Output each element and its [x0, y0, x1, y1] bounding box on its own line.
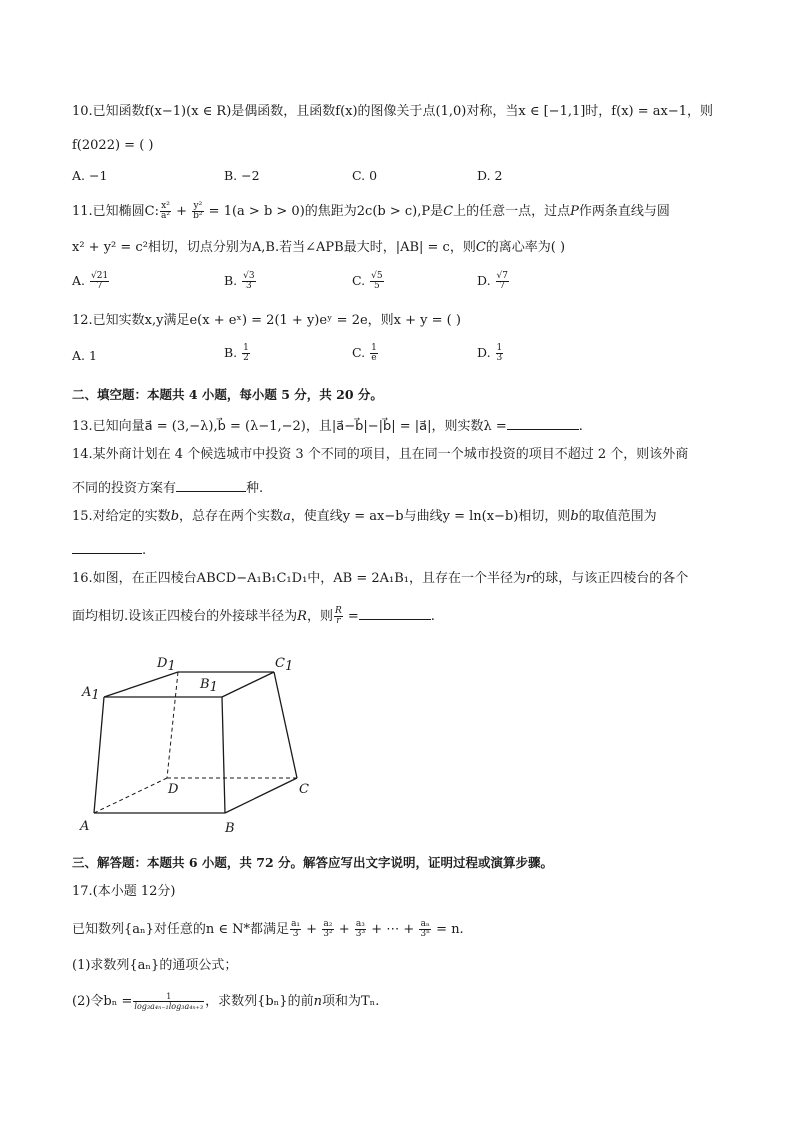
q14-line1: 14.某外商计划在 4 个候选城市中投资 3 个不同的项目，且在同一个城市投资的项目不超过 2 个，则该外商: [72, 447, 689, 462]
edge-b-b1: [222, 697, 225, 813]
section-fill-in-heading: 二、填空题：本题共 4 小题，每小题 5 分，共 20 分。: [72, 387, 383, 402]
q11-option-d: D. $\frac{√7}{7}$: [477, 271, 508, 291]
label-a: A: [80, 819, 90, 834]
q12-line1: 12.已知实数x,y满足e(x + eˣ) = 2(1 + y)eʸ = 2e，则x + y = ( ): [72, 313, 461, 328]
q10-line2: f(2022) = ( ): [72, 138, 154, 153]
label-d: D: [168, 782, 179, 797]
edge-a-a1: [94, 697, 104, 813]
label-a1: A1: [82, 685, 100, 703]
q11-option-b: B. $\frac{√3}{3}$: [224, 271, 255, 291]
q12-option-b: B. $\frac{1}{2}$: [224, 343, 249, 363]
q10-option-c: C. 0: [352, 168, 378, 183]
q11-line2: x² + y² = c²相切，切点分别为A,B.若当∠APB最大时，|AB| = c，则C的离心率为( ): [72, 240, 566, 255]
q10-line1: 10.已知函数f(x−1)(x ∈ R)是偶函数，且函数f(x)的图像关于点(1,0)对称，当x ∈ [−1,1]时，f(x) = ax−1，则: [72, 104, 713, 119]
label-c: C: [299, 782, 309, 797]
edge-b-c: [225, 778, 297, 813]
q11-fraction-y: $\frac{\text{y²}}{\text{b²}}$: [193, 201, 203, 221]
q17-stem: 已知数列{aₙ}对任意的n ∈ N*都满足 $\frac{\text{a₁}}{3}$ + $\frac{\text{a₂}}{\text{3²}}$ + $\frac{\text{a₃}}{\text{3³}}$ + ⋯ + $\frac{\text{aₙ}}{\text{3ⁿ}}$ = n.: [72, 919, 464, 939]
q11-option-a: A. $\frac{√21}{7}$: [72, 271, 109, 291]
q16-line2: 面均相切.设该正四棱台的外接球半径为R，则 $\frac{R}{r}$ = .: [72, 606, 435, 626]
q13-answer-blank[interactable]: [507, 416, 579, 430]
label-b1: B1: [200, 677, 218, 695]
q12-option-c: C. $\frac{1}{e}$: [352, 343, 377, 363]
q14-line2: 不同的投资方案有 种.: [72, 478, 263, 497]
frustum-figure: [72, 645, 332, 840]
label-b: B: [225, 821, 235, 836]
q10-option-d: D. 2: [477, 168, 503, 183]
label-d1: D1: [157, 656, 176, 674]
edge-d-d1-hidden: [167, 672, 178, 778]
q11-line1: 11.已知椭圆C: $\frac{\text{x²}}{\text{a²}}$ + $\frac{\text{y²}}{\text{b²}}$ = 1(a > b > 0)的焦距为2c(b > c),P是C上的任意一点，过点P作两条直线与圆: [72, 201, 670, 221]
q15-answer-blank[interactable]: [72, 540, 142, 554]
q11-fraction-x: $\frac{\text{x²}}{\text{a²}}$: [161, 201, 170, 221]
q14-answer-blank[interactable]: [176, 478, 246, 492]
q15-line1: 15.对给定的实数b，总存在两个实数a，使直线y = ax−b与曲线y = ln(x−b)相切，则b的取值范围为: [72, 509, 657, 524]
q17-part2: (2)令bₙ = $\frac{1}{\text{log₃a₄ₙ₋₁log₃a₄ₙ₊₃}}$ ，求数列{bₙ}的前n项和为Tₙ.: [72, 992, 380, 1011]
edge-a1-d1: [104, 672, 178, 697]
q12-option-d: D. $\frac{1}{3}$: [477, 343, 503, 363]
q11-option-c: C. $\frac{√5}{5}$: [352, 271, 383, 291]
edge-c-c1: [274, 672, 297, 778]
q16-ratio-fraction: $\frac{R}{r}$: [334, 606, 342, 626]
q17-part1: (1)求数列{aₙ}的通项公式；: [72, 958, 238, 973]
edge-a-d-hidden: [94, 778, 167, 813]
edge-b1-c1: [222, 672, 274, 697]
q17-bn-fraction: $\frac{1}{\text{log₃a₄ₙ₋₁log₃a₄ₙ₊₃}}$: [134, 992, 204, 1011]
q12-option-a: A. 1: [72, 348, 97, 363]
label-c1: C1: [275, 656, 294, 674]
q17-header: 17.(本小题 12分): [72, 884, 176, 899]
q16-answer-blank[interactable]: [359, 606, 431, 620]
q10-option-a: A. −1: [72, 168, 108, 183]
q10-option-b: B. −2: [224, 168, 260, 183]
section-answer-heading: 三、解答题：本题共 6 小题，共 72 分。解答应写出文字说明，证明过程或演算步骤。: [72, 855, 554, 870]
q16-line1: 16.如图，在正四棱台ABCD−A₁B₁C₁D₁中，AB = 2A₁B₁，且存在一个半径为r的球，与该正四棱台的各个: [72, 571, 689, 586]
q15-line2: .: [72, 540, 146, 559]
q13-line: 13.已知向量a⃗ = (3,−λ),b⃗ = (λ−1,−2)，且|a⃗−b⃗|−|b⃗| = |a⃗|，则实数λ = .: [72, 416, 583, 435]
